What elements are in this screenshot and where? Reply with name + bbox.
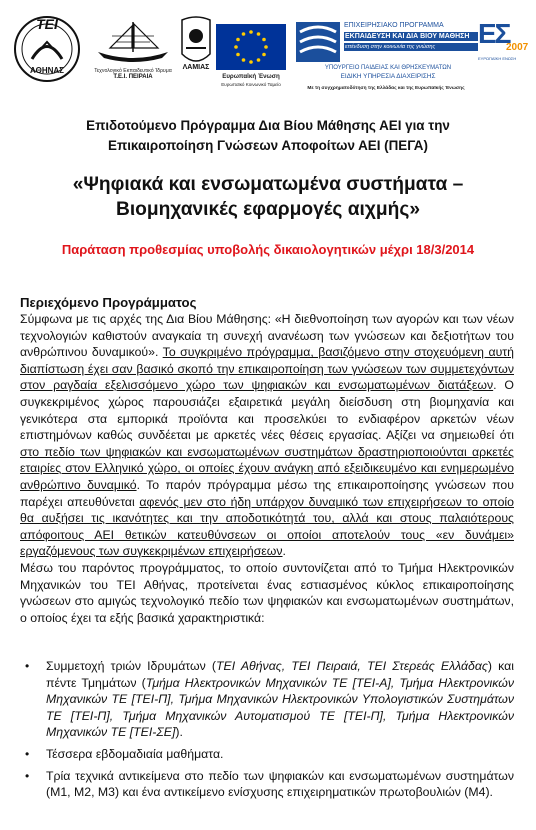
tei-lamia-text: ΛΑΜΙΑΣ <box>182 64 210 71</box>
eu-star-icon <box>264 45 268 49</box>
program-heading <box>40 116 496 156</box>
epeaek-line-3: επένδυση στην κοινωνία της γνώσης <box>344 43 478 51</box>
eu-star-icon <box>249 60 253 64</box>
epeaek-logo <box>296 18 476 94</box>
eu-star-icon <box>242 32 246 36</box>
bullet-icon: • <box>25 659 30 673</box>
bullet1-text-b: ) και πέντε Τμημάτων ( <box>46 659 514 690</box>
epeaek-line-2: ΕΚΠΑΙΔΕΥΣΗ ΚΑΙ ΔΙΑ ΒΙΟΥ ΜΑΘΗΣΗ <box>344 32 478 41</box>
eu-caption-1: Ευρωπαϊκή Ένωση <box>222 73 280 80</box>
tei-athens-logo <box>12 14 82 84</box>
tei-athens-text-top: ΤΕΙ <box>36 16 58 32</box>
characteristics-list <box>20 658 514 801</box>
epeaek-line-4: ΥΠΟΥΡΓΕΙΟ ΠΑΙΔΕΙΑΣ ΚΑΙ ΘΡΗΣΚΕΥΜΑΤΩΝ <box>324 65 452 71</box>
p1-text-d: . <box>282 544 286 559</box>
bullet3-text: Τρία τεχνικά αντικείμενα στο πεδίο των ψηφιακών και ενσωματωμένων συστημάτων (Μ1, Μ2, Μ3) και ένα αντικείμενο ενίσχυσης επιχειρηματικών πρωτοβουλιών (Μ4). <box>46 768 514 800</box>
section-title: Περιεχόμενο Προγράμματος <box>20 295 197 310</box>
eu-flag-icon <box>216 24 286 70</box>
paragraph-2: Μέσω του παρόντος προγράμματος, το οποίο συντονίζεται από το Τμήμα Ηλεκτρονικών Μηχανικών του ΤΕΙ Αθήνας, προτείνεται ένας εστιασμένος κύκλος επικαιροποίησης γνώσεων στο αμιγώς τεχνολογικό πεδίο των ψηφιακών και ενσωματωμένων συστημάτων, ο οποίος έχει τα εξής βασικά χαρακτηριστικά: <box>20 560 514 625</box>
tei-piraeus-caption-2: Τ.Ε.Ι. ΠΕΙΡΑΙΑ <box>113 74 153 80</box>
eu-star-icon <box>236 53 240 57</box>
list-item <box>20 746 514 763</box>
bullet1-text-a: Συμμετοχή τριών Ιδρυμάτων ( <box>46 659 217 673</box>
tei-piraeus-logo <box>92 18 174 84</box>
bullet-icon: • <box>25 746 30 761</box>
p1-underline-1: Το συγκριμένο πρόγραμμα, βασιζόμενο στην στοχευόμενη αυτή διαπίστωση έχει σαν βασικό σκοπό την επικαιροποίηση των γνώσεων των συμμετεχόντων στον ραγδαία εξελισσόμενο χώρο των ψηφιακών και ενσωματωμένων διατάξεων <box>20 345 514 393</box>
tei-piraeus-caption-1: Τεχνολογικό Εκπαιδευτικό Ίδρυμα <box>94 68 172 74</box>
eu-caption-2: Ευρωπαϊκό Κοινωνικό Ταμείο <box>221 82 281 87</box>
bullet-icon: • <box>25 768 30 783</box>
list-item <box>20 658 514 741</box>
eu-star-icon <box>236 38 240 42</box>
p1-underline-2: στο πεδίο των ψηφιακών και ενσωματωμένων συστημάτων δραστηριοποιούνται αρκετές εταιρίες στον Ελληνικό χώρο, οι οποίες έχουν ανάγκη από εξειδικευμένο και ενημερωμένο ανθρώπινο δυναμικό <box>20 444 514 492</box>
p1-text-a: Σύμφωνα με τις αρχές της Δια Βίου Μάθησης: «Η διεθνοποίηση των αγορών και των νέων τεχνολογιών καθιστούν αναγκαία τη συνεχή ανανέωση των γνώσεων και δεξιοτήτων του ανθρώπινου δυναμικού». <box>20 312 514 360</box>
deadline-extension-notice: Παράταση προθεσμίας υποβολής δικαιολογητικών μέχρι 18/3/2014 <box>61 242 475 257</box>
eu-star-icon <box>242 58 246 62</box>
eu-star-icon <box>262 53 266 57</box>
paragraph-1 <box>20 311 514 560</box>
bullet2-text: Τέσσερα εβδομαδιαία μαθήματα. <box>46 746 224 761</box>
program-content-section <box>20 294 514 626</box>
epeaek-cofund: Με τη συγχρηματοδότηση της Ελλάδας και της Ευρωπαϊκής Ένωσης <box>307 86 465 91</box>
program-title <box>20 172 516 222</box>
espa-caption: ΕΥΡΩΠΑΪΚΗ ΕΝΩΣΗ <box>478 56 517 61</box>
p1-text-b: . Ο συγκεκριμένος χώρος παρουσιάζει εξαιρετικά μεγάλη διείσδυση στη βιομηχανία και γενικότερα στα εμπορικά προϊόντα και προσελκύει το ενδιαφέρον αρκετών νέων επιστημόνων καθώς συνδέεται με αρκετές νέες θέσεις εργασίας. Αξίζει να σημειωθεί ότι <box>20 378 514 443</box>
ship-icon <box>92 18 174 66</box>
program-heading-line-2: Επικαιροποίηση Γνώσεων Αποφοίτων ΑΕΙ (ΠΕΓΑ) <box>108 138 428 153</box>
eu-star-icon <box>257 32 261 36</box>
bullet1-text-c: ). <box>175 725 183 740</box>
list-item <box>20 768 514 801</box>
tei-athens-text-bottom: ΑΘΗΝΑΣ <box>30 66 64 75</box>
bullet1-institutions: ΤΕΙ Αθήνας, ΤΕΙ Πειραιά, ΤΕΙ Στερεάς Ελλάδας <box>216 659 488 673</box>
bullet1-departments: Τμήμα Ηλεκτρονικών Μηχανικών ΤΕ [ΤΕΙ-Α], Τμήμα Ηλεκτρονικών Μηχανικών ΤΕ [ΤΕΙ-Π], Τμήμα Μηχανικών Ηλεκτρονικών Υπολογιστικών Συστημάτων ΤΕ [ΤΕΙ-Π], Τμήμα Μηχανικών Αυτοματισμού ΤΕ [ΤΕΙ-Π], Τμήμα Ηλεκτρονικών Μηχανικών ΤΕ [ΤΕΙ-ΣΕ] <box>46 675 514 740</box>
program-title-line-1: «Ψηφιακά και ενσωματωμένα συστήματα – <box>72 174 464 195</box>
epeaek-wave-icon <box>296 22 340 62</box>
program-heading-line-1: Επιδοτούμενο Πρόγραμμα Δια Βίου Μάθησης ΑΕΙ για την <box>86 118 450 133</box>
p1-text-c: . Το παρόν πρόγραμμα μέσω της επικαιροποίησης γνώσεων που παρέχει απευθύνεται <box>20 477 515 509</box>
eu-star-icon <box>257 58 261 62</box>
eu-star-icon <box>249 30 253 34</box>
espa-letters: ΕΣ <box>478 18 510 49</box>
program-title-line-2: Βιομηχανικές εφαρμογές αιχμής» <box>115 199 421 220</box>
espa-year: 2007 <box>506 42 529 53</box>
epeaek-line-5: ΕΙΔΙΚΗ ΥΠΗΡΕΣΙΑ ΔΙΑΧΕΙΡΙΣΗΣ <box>340 73 436 80</box>
eu-star-icon <box>234 45 238 49</box>
eu-star-icon <box>262 38 266 42</box>
p1-underline-3: αφενός μεν στο ήδη υπάρχον δυναμικό των επιχειρήσεων το οποίο θα αυξήσει τις ικανότητες και την αποδοτικότητά του, αλλά και στους παλαιότερους απόφοιτους ΑΕΙ θετικών κατευθύνσεων οι οποίοι αποτελούν τους «εν δυνάμει» εργαζόμενους των συγκεκριμένων επιχειρήσεων <box>20 494 514 559</box>
sponsor-logos <box>0 6 536 96</box>
espa-logo <box>478 18 536 72</box>
epeaek-line-1: ΕΠΙΧΕΙΡΗΣΙΑΚΟ ΠΡΟΓΡΑΜΜΑ <box>344 22 444 29</box>
eu-logo <box>216 24 286 94</box>
